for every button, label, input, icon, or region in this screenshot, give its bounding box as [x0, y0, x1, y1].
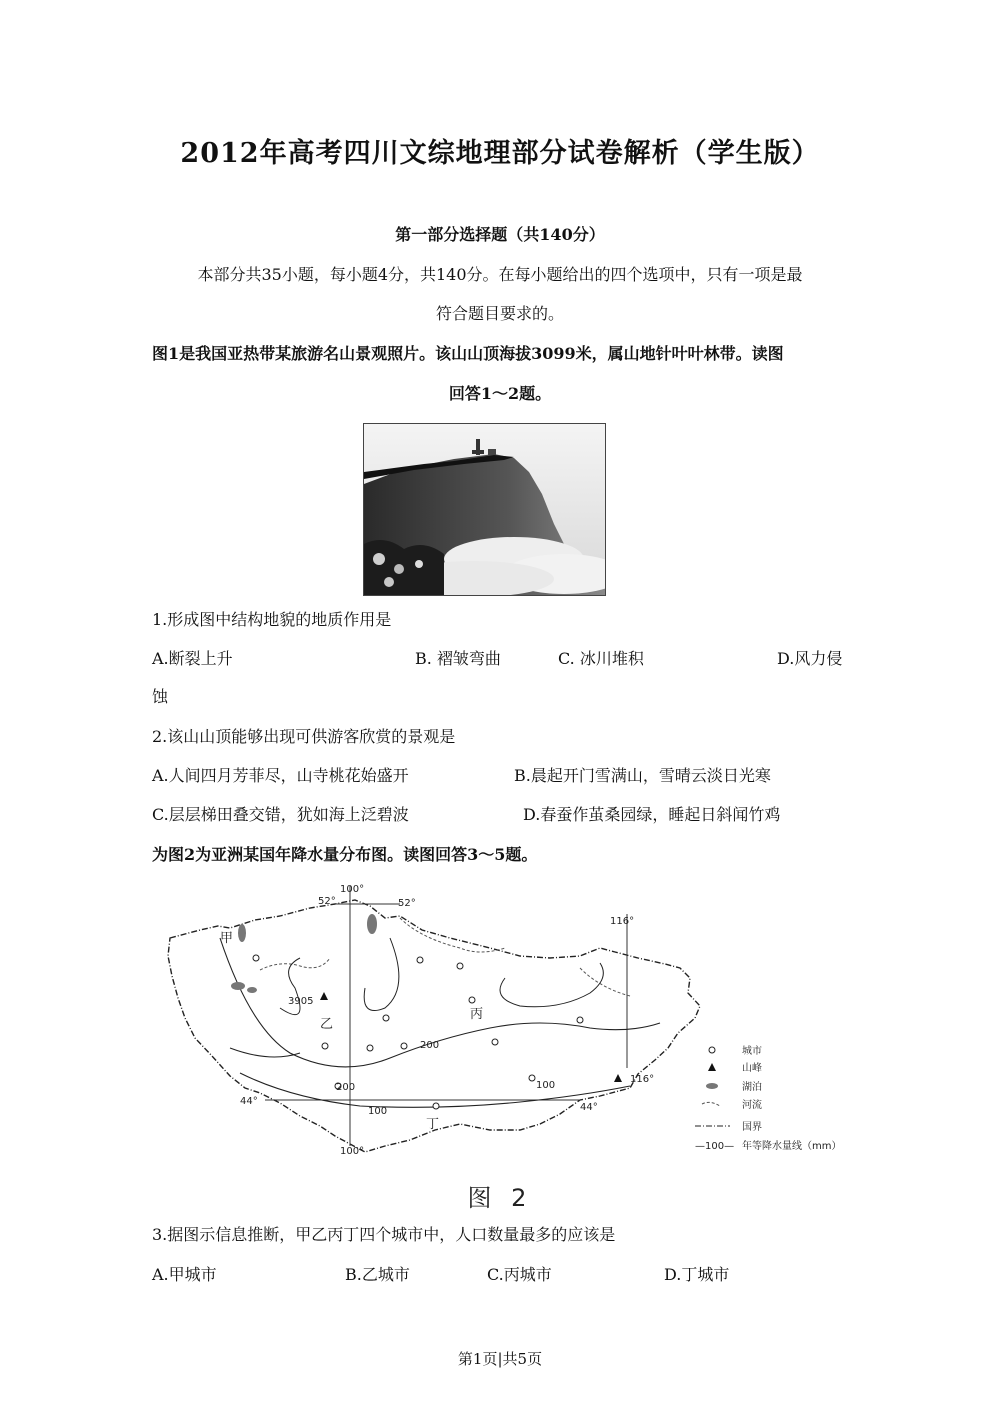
label-lon-bottom: 100° [340, 1146, 365, 1157]
question-3-option-c[interactable]: C.丙城市 [487, 1265, 552, 1284]
mountain-peak-icon [614, 1074, 622, 1082]
question-2-text: 2.该山山顶能够出现可供游客欣赏的景观是 [152, 727, 456, 746]
question-1-option-d[interactable]: D.风力侵 [777, 649, 843, 668]
mountain-peak-icon [320, 992, 328, 1000]
legend-lake: 湖泊 [742, 1082, 762, 1093]
legend-isohyet-prefix: —100— [695, 1141, 735, 1152]
label-city-ding: 丁 [426, 1117, 440, 1132]
question-1-option-b[interactable]: B. 褶皱弯曲 [415, 649, 501, 668]
legend-border: 国界 [742, 1122, 762, 1133]
question-1-option-a[interactable]: A.断裂上升 [152, 649, 233, 668]
question-2-option-b[interactable]: B.晨起开门雪满山，雪晴云淡日光寒 [514, 766, 771, 785]
label-peak-elevation: 3905 [288, 996, 314, 1007]
city-marker [401, 1043, 407, 1049]
question-stem-1-line-2: 回答1～2题。 [448, 384, 552, 403]
isohyet-line [240, 1073, 630, 1107]
lake [231, 982, 245, 990]
city-marker [457, 963, 463, 969]
legend-city: 城市 [742, 1046, 762, 1057]
city-marker [367, 1045, 373, 1051]
question-3-option-b[interactable]: B.乙城市 [345, 1265, 410, 1284]
river [580, 968, 630, 996]
mountain-photo [363, 423, 606, 596]
label-isohyet-200b: 200 [336, 1082, 356, 1093]
city-marker [322, 1043, 328, 1049]
label-lat-right: 44° [580, 1102, 598, 1113]
figure-2-caption: 图 2 [467, 1184, 533, 1212]
river [260, 958, 330, 970]
question-3-option-d[interactable]: D.丁城市 [664, 1265, 730, 1284]
isohyet-line [500, 963, 603, 1007]
label-lon-right-bottom: 116° [630, 1074, 655, 1085]
question-1-text: 1.形成图中结构地貌的地质作用是 [152, 610, 392, 629]
label-isohyet-200: 200 [420, 1040, 440, 1051]
intro-line-1: 本部分共35小题，每小题4分，共140分。在每小题给出的四个选项中，只有一项是最 [197, 265, 803, 284]
city-marker [492, 1039, 498, 1045]
city-marker [417, 957, 423, 963]
isohyet-line [220, 938, 660, 1067]
isohyet-line [364, 938, 399, 1011]
lake [367, 914, 377, 934]
page-footer: 第1页|共5页 [457, 1350, 543, 1368]
map-drawing [160, 878, 860, 1160]
section-heading: 第一部分选择题（共140分） [395, 225, 605, 244]
country-border [168, 900, 700, 1152]
legend-river-icon [702, 1102, 720, 1106]
intro-line-2: 符合题目要求的。 [435, 304, 564, 323]
question-2-option-c[interactable]: C.层层梯田叠交错，犹如海上泛碧波 [152, 805, 409, 824]
precipitation-map [160, 878, 860, 1160]
river [400, 918, 505, 952]
legend-river: 河流 [742, 1100, 762, 1111]
label-isohyet-100: 100 [368, 1106, 388, 1117]
mountain-photo-illustration [364, 424, 605, 595]
label-lon-top: 100° [340, 884, 365, 895]
lake [247, 987, 257, 993]
lake [238, 924, 246, 942]
city-marker [433, 1103, 439, 1109]
city-marker [529, 1075, 535, 1081]
question-stem-2: 为图2为亚洲某国年降水量分布图。读图回答3～5题。 [152, 845, 538, 864]
question-2-option-d[interactable]: D.春蚕作茧桑园绿，睡起日斜闻竹鸡 [523, 805, 781, 824]
label-city-yi: 乙 [320, 1017, 334, 1032]
label-lat-top-left: 52° [318, 896, 336, 907]
map-legend [695, 1044, 841, 1152]
legend-mountain-icon [708, 1063, 716, 1071]
label-city-jia: 甲 [220, 931, 234, 946]
question-stem-1-line-1: 图1是我国亚热带某旅游名山景观照片。该山山顶海拔3099米，属山地针叶叶林带。读图 [152, 344, 784, 363]
legend-city-icon [709, 1047, 715, 1053]
question-2-option-a[interactable]: A.人间四月芳菲尽，山寺桃花始盛开 [152, 766, 409, 785]
question-3-option-a[interactable]: A.甲城市 [152, 1265, 217, 1284]
city-marker [253, 955, 259, 961]
legend-mountain: 山峰 [742, 1063, 762, 1074]
legend-isohyet: 年等降水量线（mm） [742, 1141, 842, 1152]
question-3-text: 3.据图示信息推断，甲乙丙丁四个城市中，人口数量最多的应该是 [152, 1225, 616, 1244]
legend-lake-icon [706, 1083, 718, 1089]
city-marker [469, 997, 475, 1003]
label-isohyet-100b: 100 [536, 1080, 556, 1091]
label-lon-right-top: 116° [610, 916, 635, 927]
document-title: 2012年高考四川文综地理部分试卷解析（学生版） [180, 138, 820, 169]
label-city-bing: 丙 [470, 1007, 484, 1022]
label-lat-top-right: 52° [398, 898, 416, 909]
city-marker [383, 1015, 389, 1021]
question-1-option-d-continued: 蚀 [152, 687, 169, 706]
label-lat-left: 44° [240, 1096, 258, 1107]
question-1-option-c[interactable]: C. 冰川堆积 [558, 649, 644, 668]
city-marker [577, 1017, 583, 1023]
